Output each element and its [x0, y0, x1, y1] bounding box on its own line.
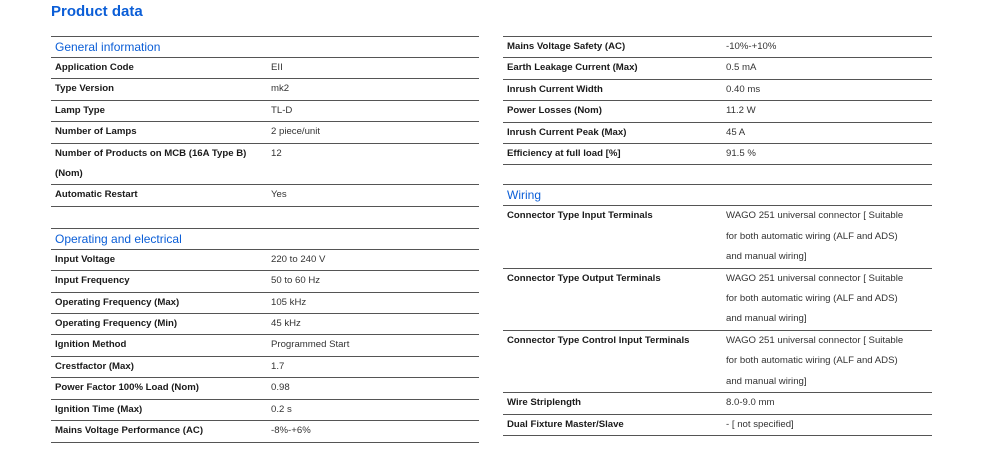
row-value: 0.40 ms	[726, 83, 761, 95]
row-key: Crestfactor (Max)	[55, 360, 134, 372]
row-key: Ignition Method	[55, 339, 127, 351]
row-key: Mains Voltage Safety (AC)	[507, 41, 626, 52]
table-row	[51, 271, 479, 292]
row-value-line: for both automatic wiring (ALF and ADS)	[726, 230, 898, 242]
table-row	[51, 122, 479, 143]
row-value: 0.5 mA	[726, 62, 757, 74]
section-title-general: General information	[51, 36, 479, 58]
row-value: mk2	[271, 83, 290, 95]
table-row	[51, 79, 479, 100]
row-key: Dual Fixture Master/Slave	[507, 418, 624, 430]
row-value: 2 piece/unit	[271, 126, 321, 138]
row-key: Operating Frequency (Min)	[55, 318, 178, 330]
row-value: 91.5 %	[726, 148, 756, 160]
row-value: -8%-+6%	[271, 425, 311, 437]
table-row	[503, 101, 932, 122]
section-gap	[51, 207, 479, 228]
table-row	[503, 123, 932, 144]
row-value: Yes	[271, 189, 287, 201]
table-row	[503, 37, 932, 58]
row-key: Earth Leakage Current (Max)	[507, 62, 638, 74]
table-row	[51, 400, 479, 421]
row-value: 1.7	[271, 360, 285, 372]
row-value: - [ not specified]	[726, 418, 794, 430]
row-value: 220 to 240 V	[271, 253, 326, 265]
table-row	[503, 331, 932, 393]
row-key: Input Voltage	[55, 253, 116, 265]
table-row	[51, 144, 479, 186]
row-key: Connector Type Control Input Terminals	[507, 334, 690, 346]
row-key: Wire Striplength	[507, 397, 582, 409]
row-value: 11.2 W	[726, 105, 756, 117]
table-row	[503, 393, 932, 414]
table-row	[51, 58, 479, 79]
row-value: TL-D	[271, 104, 293, 116]
row-value: 0.2 s	[271, 403, 292, 415]
row-key-line: Number of Products on MCB (16A Type B)	[55, 147, 247, 159]
table-row	[51, 378, 479, 399]
row-value: 105 kHz	[271, 296, 307, 308]
row-key: Power Factor 100% Load (Nom)	[55, 382, 199, 394]
row-value: 12	[271, 147, 282, 159]
table-row	[51, 101, 479, 122]
table-row	[503, 206, 932, 268]
row-value: 50 to 60 Hz	[271, 275, 321, 287]
table-row	[503, 415, 932, 436]
table-row	[51, 335, 479, 356]
row-value-line: and manual wiring]	[726, 375, 807, 387]
row-value: Programmed Start	[271, 339, 350, 351]
table-row	[51, 314, 479, 335]
table-row	[51, 293, 479, 314]
row-value: 45 A	[726, 126, 746, 138]
row-key	[51, 144, 271, 185]
table-row	[503, 269, 932, 331]
row-key: Input Frequency	[55, 275, 130, 287]
row-key: Operating Frequency (Max)	[55, 296, 180, 308]
row-key: Connector Type Input Terminals	[507, 210, 653, 222]
row-key: Efficiency at full load [%]	[507, 148, 621, 160]
table-row	[51, 421, 479, 442]
row-key-line: (Nom)	[55, 168, 83, 180]
row-value: 45 kHz	[271, 318, 301, 330]
table-row	[51, 357, 479, 378]
row-value	[726, 331, 932, 392]
left-column	[51, 36, 479, 443]
row-key: Connector Type Output Terminals	[507, 272, 661, 284]
row-value: -10%-+10%	[726, 41, 777, 52]
section-title-wiring: Wiring	[503, 184, 932, 206]
row-key: Number of Lamps	[55, 126, 137, 138]
row-key: Type Version	[55, 83, 115, 95]
section-title-operating: Operating and electrical	[51, 228, 479, 250]
row-key: Automatic Restart	[55, 189, 138, 201]
row-value: 0.98	[271, 382, 290, 394]
row-value-line: and manual wiring]	[726, 313, 807, 325]
table-row	[503, 144, 932, 165]
table-row	[503, 80, 932, 101]
row-value	[726, 269, 932, 330]
row-value: 8.0-9.0 mm	[726, 397, 775, 409]
section-gap	[503, 165, 932, 184]
row-value-line: for both automatic wiring (ALF and ADS)	[726, 293, 898, 305]
row-value-line: for both automatic wiring (ALF and ADS)	[726, 355, 898, 367]
row-value-line: WAGO 251 universal connector [ Suitable	[726, 334, 904, 346]
row-key: Inrush Current Width	[507, 83, 603, 95]
row-value	[726, 206, 932, 267]
table-row	[51, 185, 479, 206]
row-value-line: and manual wiring]	[726, 251, 807, 263]
row-value: EII	[271, 62, 283, 73]
row-key: Power Losses (Nom)	[507, 105, 602, 117]
row-value-line: WAGO 251 universal connector [ Suitable	[726, 272, 904, 284]
row-key: Ignition Time (Max)	[55, 403, 143, 415]
table-row	[503, 58, 932, 79]
row-key: Lamp Type	[55, 104, 105, 116]
table-row	[51, 250, 479, 271]
row-key: Mains Voltage Performance (AC)	[55, 425, 204, 437]
row-key: Inrush Current Peak (Max)	[507, 126, 627, 138]
right-column	[503, 36, 932, 436]
row-key: Application Code	[55, 62, 134, 73]
page-title: Product data	[51, 3, 143, 20]
row-value-line: WAGO 251 universal connector [ Suitable	[726, 210, 904, 222]
